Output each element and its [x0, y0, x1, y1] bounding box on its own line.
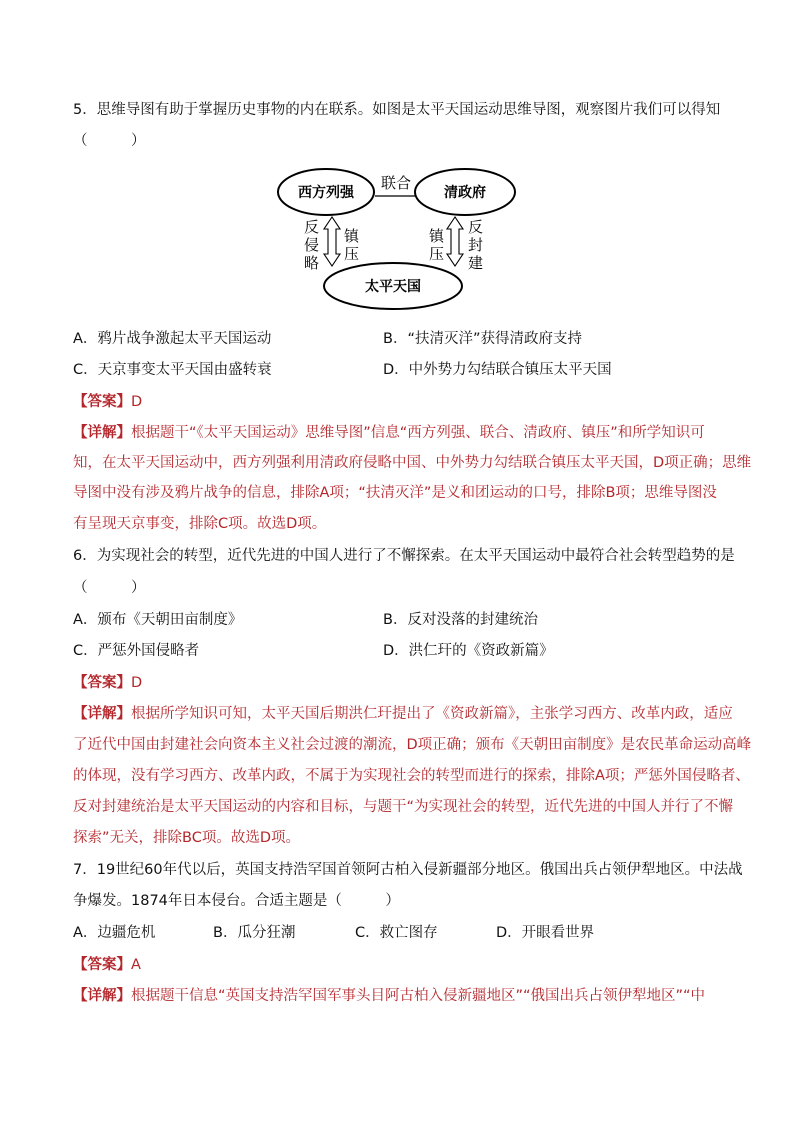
left-outer-2: 侵 — [303, 236, 319, 254]
q7-stem-line-2: 争爆发。1874年日本侵台。合适主题是（ ） — [73, 893, 400, 909]
q6-option-b: B．反对没落的封建统治 — [383, 612, 538, 628]
node-western-powers: 西方列强 — [298, 185, 354, 201]
detail-text: 根据题干信息“英国支持浩罕国军事头目阿古柏入侵新疆地区”“俄国出兵占领伊犁地区”“中 — [131, 988, 706, 1004]
node-taiping: 太平天国 — [365, 279, 421, 295]
taiping-mind-map — [276, 162, 526, 312]
q5-detail-line-2: 知，在太平天国运动中，西方列强利用清政府侵略中国、中外势力勾结联合镇压太平天国，D项正确；思维 — [73, 455, 752, 471]
q6-detail-line-5: 探索”无关，排除BC项。故选D项。 — [73, 830, 300, 846]
left-outer-1: 反 — [303, 218, 319, 236]
q5-detail-line-1 — [73, 423, 705, 443]
answer-label: 【答案】 — [73, 675, 131, 691]
q5-option-d: D．中外势力勾结联合镇压太平天国 — [383, 362, 612, 378]
detail-label: 【详解】 — [73, 425, 131, 441]
q6-detail-line-3: 的体现，没有学习西方、改革内政，不属于为实现社会的转型而进行的探索，排除A项；严惩外国侵略者、 — [73, 768, 750, 784]
q5-answer — [73, 392, 142, 412]
detail-label: 【详解】 — [73, 706, 131, 722]
answer-value: D — [131, 394, 143, 410]
q6-detail-line-4: 反对封建统治是太平天国运动的内容和目标，与题干“为实现社会的转型，近代先进的中国人并行了不懈 — [73, 799, 734, 815]
q7-detail-line-1 — [73, 986, 705, 1006]
link-alliance: 联合 — [380, 174, 412, 192]
right-outer-1: 反 — [468, 218, 484, 236]
q7-option-b: B．瓜分狂潮 — [213, 925, 296, 941]
q6-option-d: D．洪仁玕的《资政新篇》 — [383, 643, 554, 659]
right-outer-2: 封 — [468, 236, 484, 254]
detail-label: 【详解】 — [73, 988, 131, 1004]
q5-detail-line-4: 有呈现天京事变，排除C项。故选D项。 — [73, 516, 327, 532]
q6-option-c: C．严惩外国侵略者 — [73, 643, 200, 659]
q7-option-c: C．救亡图存 — [355, 925, 438, 941]
answer-label: 【答案】 — [73, 394, 131, 410]
right-double-arrow — [447, 217, 463, 266]
left-outer-3: 略 — [303, 254, 319, 272]
detail-text: 根据所学知识可知，太平天国后期洪仁玕提出了《资政新篇》，主张学习西方、改革内政，适应 — [131, 706, 733, 722]
left-inner-2: 压 — [344, 245, 360, 263]
q7-option-a: A．边疆危机 — [73, 925, 156, 941]
right-inner-1: 镇 — [428, 227, 444, 245]
q5-stem: 5．思维导图有助于掌握历史事物的内在联系。如图是太平天国运动思维导图，观察图片我们可以得知 — [73, 102, 721, 118]
right-outer-3: 建 — [468, 254, 484, 272]
q5-option-a: A．鸦片战争激起太平天国运动 — [73, 331, 272, 347]
answer-label: 【答案】 — [73, 957, 131, 973]
q6-answer — [73, 673, 142, 693]
answer-value: A — [131, 957, 141, 973]
q6-stem: 6．为实现社会的转型，近代先进的中国人进行了不懈探索。在太平天国运动中最符合社会转型趋势的是 — [73, 548, 735, 564]
q5-paren: （ ） — [73, 133, 146, 149]
q5-option-b: B．“扶清灭洋”获得清政府支持 — [383, 331, 582, 347]
q5-detail-line-3: 导图中没有涉及鸦片战争的信息，排除A项；“扶清灭洋”是义和团运动的口号，排除B项；思维导图没 — [73, 485, 717, 501]
left-inner-1: 镇 — [344, 227, 360, 245]
q7-option-d: D．开眼看世界 — [496, 925, 595, 941]
node-qing-government: 清政府 — [444, 185, 486, 201]
q6-detail-line-1 — [73, 704, 733, 724]
q6-option-a: A．颁布《天朝田亩制度》 — [73, 612, 243, 628]
q7-answer — [73, 955, 141, 975]
left-double-arrow — [324, 217, 340, 266]
q6-detail-line-2: 了近代中国由封建社会向资本主义社会过渡的潮流，D项正确；颁布《天朝田亩制度》是农民革命运动高峰 — [73, 737, 752, 753]
right-inner-2: 压 — [428, 245, 444, 263]
answer-value: D — [131, 675, 143, 691]
detail-text: 根据题干“《太平天国运动》思维导图”信息“西方列强、联合、清政府、镇压”和所学知识可 — [131, 425, 705, 441]
q6-paren: （ ） — [73, 580, 146, 596]
q7-stem-line-1: 7．19世纪60年代以后，英国支持浩罕国首领阿古柏入侵新疆部分地区。俄国出兵占领伊犁地区。中法战 — [73, 862, 743, 878]
q5-option-c: C．天京事变太平天国由盛转衰 — [73, 362, 272, 378]
